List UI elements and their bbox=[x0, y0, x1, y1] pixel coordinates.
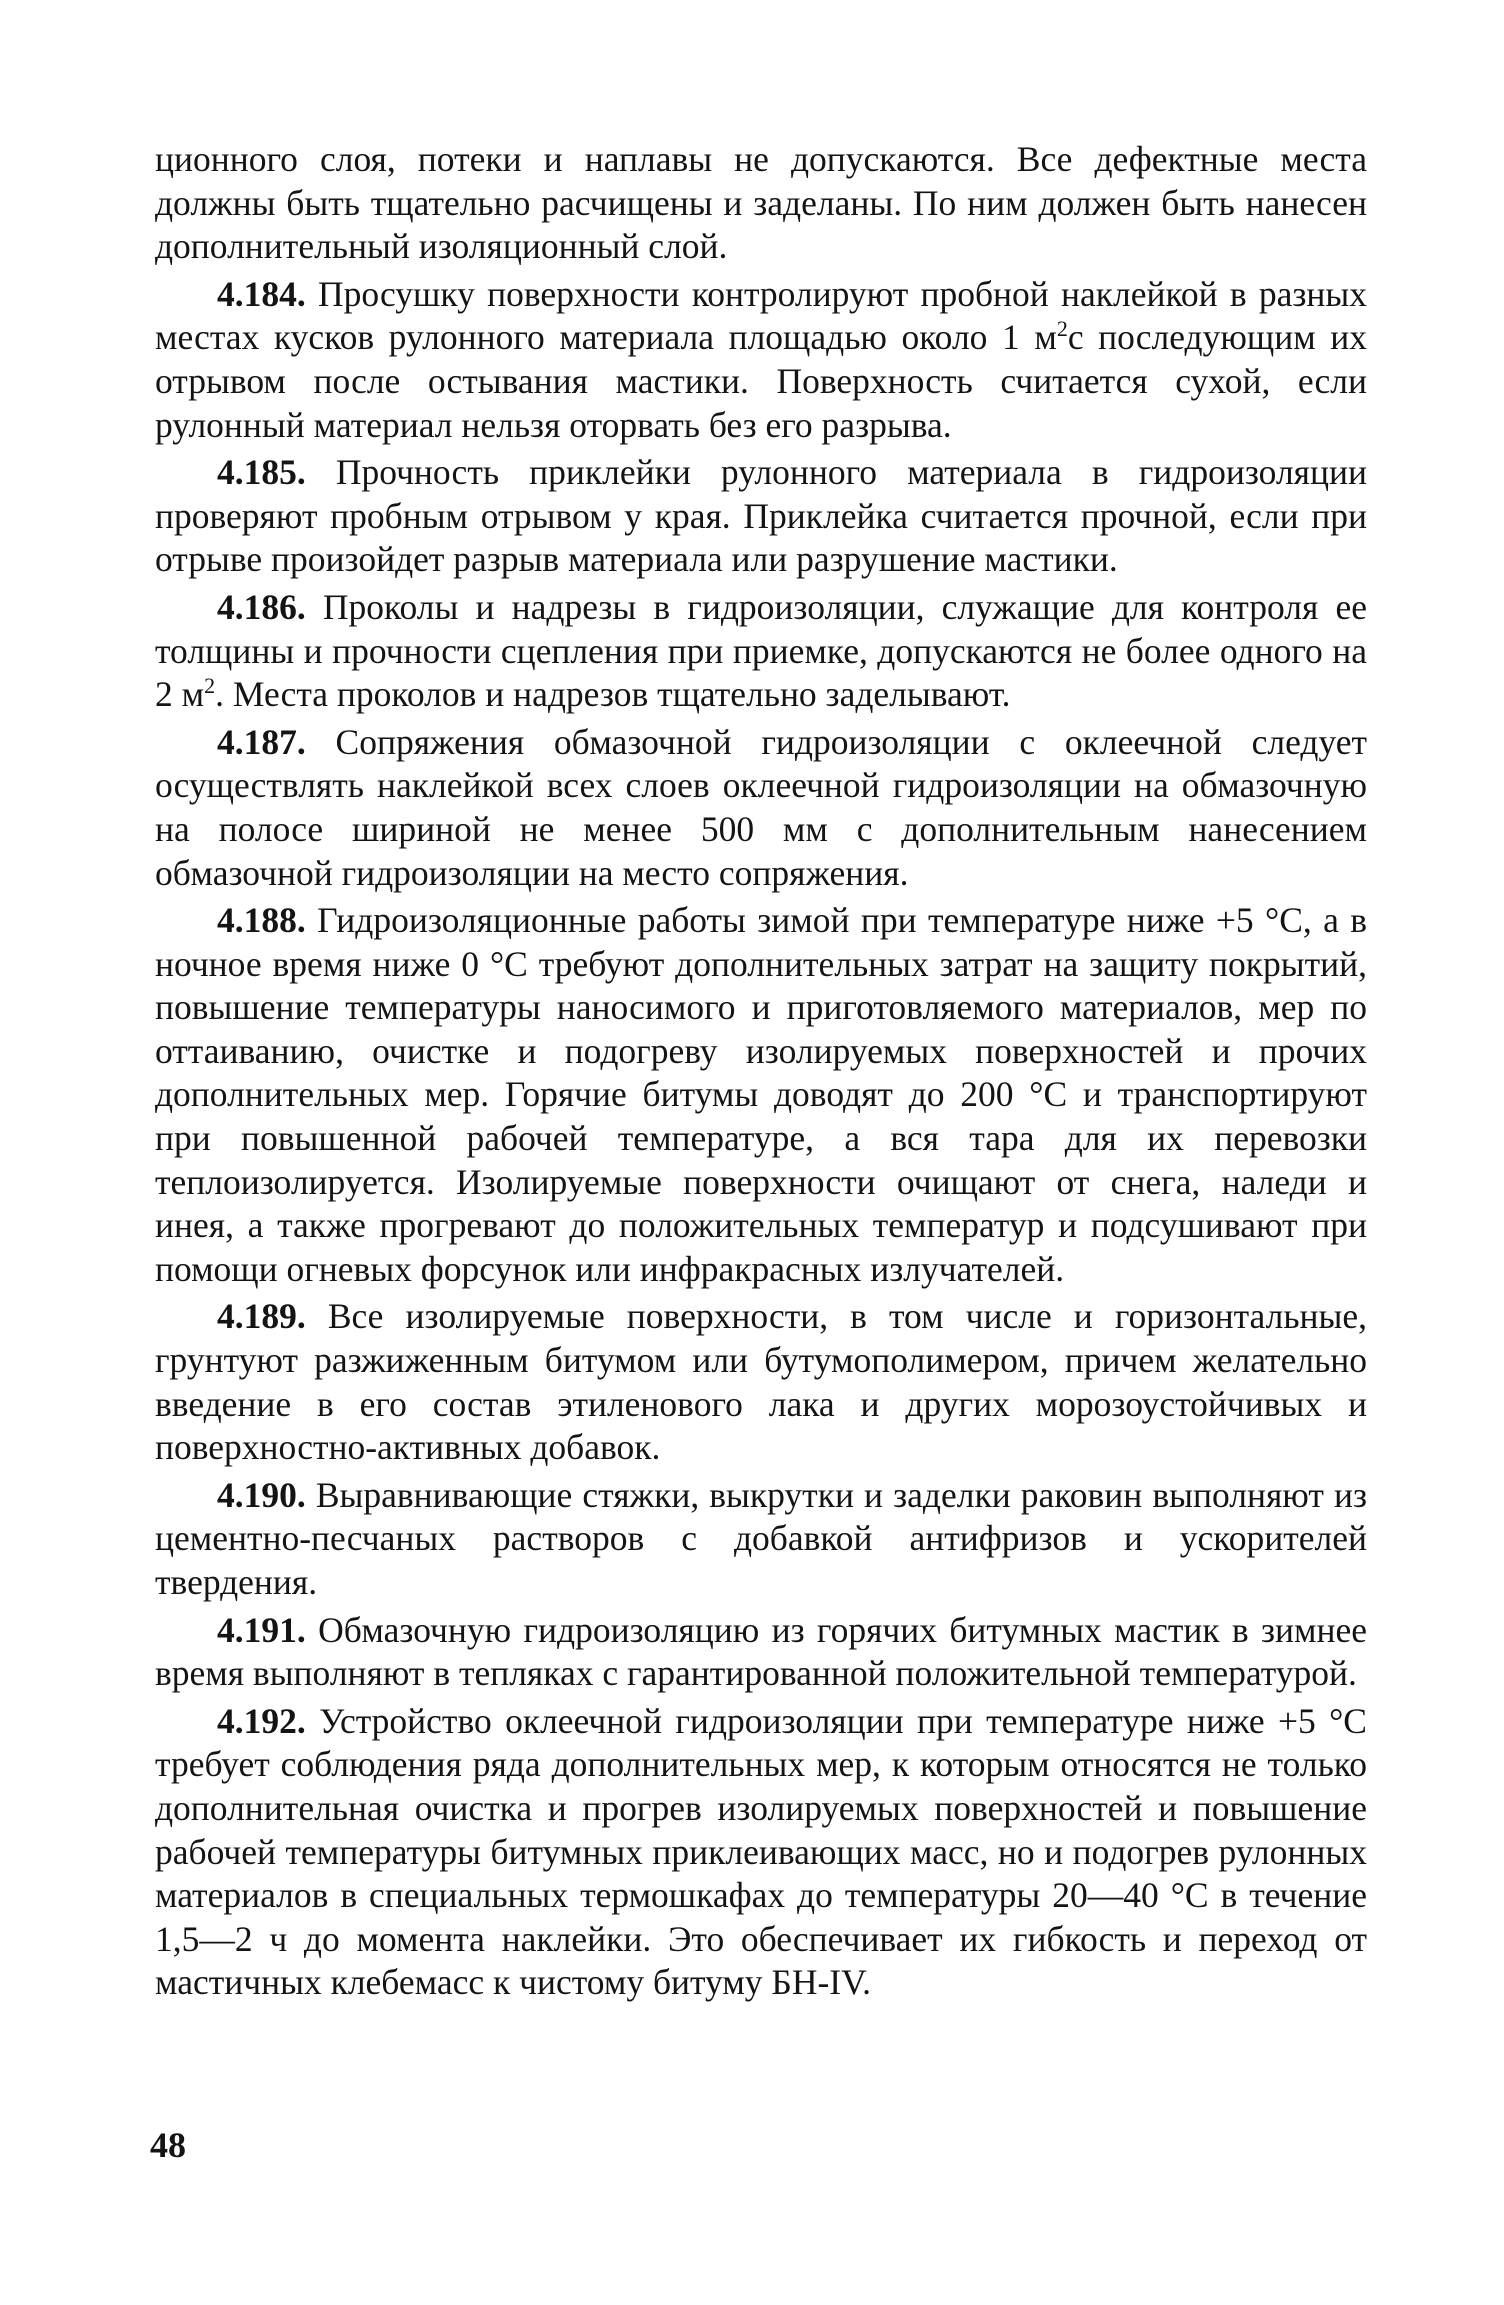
section-number: 4.192. bbox=[217, 1700, 306, 1741]
paragraph-4-185: 4.185. Прочность приклейки рулонного материала в гидроизоляции проверяют пробным отрывом у края. Приклейка считается прочной, если при отрыве произойдет разрыв материала или разрушение мастики. bbox=[155, 452, 1367, 580]
paragraph-4-188: 4.188. Гидроизоляционные работы зимой при температуре ниже +5 °С, а в ночное время ниже 0 °С требуют дополнительных затрат на защиту покрытий, повышение температуры наносимого и приготовляемого материалов, мер по оттаиванию, очистке и подогреву изолируемых поверхностей и прочих дополнительных мер. Горячие битумы доводят до 200 °С и транспортируют при повышенной рабочей температуре, а вся тара для их перевозки теплоизолируется. Изолируемые поверхности очищают от снега, наледи и инея, а также прогревают до положительных температур и подсушивают при помощи огневых форсунок или инфракрасных излучателей. bbox=[155, 900, 1367, 1289]
section-number: 4.186. bbox=[217, 586, 306, 627]
paragraph-4-192: 4.192. Устройство оклеечной гидроизоляции при температуре ниже +5 °С требует соблюдения ряда дополнительных мер, к которым относятся не только дополнительная очистка и прогрев изолируемых поверхностей и повышение рабочей температуры битумных приклеивающих масс, но и подогрев рулонных материалов в специальных термошкафах до температуры 20—40 °С в течение 1,5—2 ч до момента наклейки. Это обеспечивает их гибкость и переход от мастичных клебемасс к чистому битуму БН-IV. bbox=[155, 1700, 1367, 2003]
section-number: 4.189. bbox=[217, 1296, 306, 1337]
paragraph-4-187: 4.187. Сопряжения обмазочной гидроизоляции с оклеечной следует осуществлять наклейкой всех слоев оклеечной гидроизоляции на обмазочную на полосе шириной не менее 500 мм с дополнительным нанесением обмазочной гидроизоляции на место сопряжения. bbox=[155, 721, 1367, 893]
page-number: 48 bbox=[150, 2125, 186, 2165]
section-number: 4.184. bbox=[217, 273, 306, 314]
section-number: 4.188. bbox=[217, 900, 306, 941]
paragraph-4-186: 4.186. Проколы и надрезы в гидроизоляции, служащие для контроля ее толщины и прочности сцепления при приемке, допускаются не более одного на 2 $м^2$. Места проколов и надрезов тщательно заделывают. bbox=[155, 586, 1367, 715]
paragraph-4-184: 4.184. Просушку поверхности контролируют пробной наклейкой в разных местах кусков рулонного материала площадью около 1 $м^2с$ последующим их отрывом после остывания мастики. Поверхность считается сухой, если рулонный материал нельзя оторвать без его разрыва. bbox=[155, 273, 1368, 445]
paragraph-4-190: 4.190. Выравнивающие стяжки, выкрутки и заделки раковин выполняют из цементно-песчаных растворов с добавкой антифризов и ускорителей твердения. bbox=[155, 1474, 1367, 1602]
page-body bbox=[155, 138, 1367, 2009]
paragraph-continuation: ционного слоя, потеки и наплавы не допускаются. Все дефектные места должны быть тщательно расчищены и заделаны. По ним должен быть нанесен дополнительный изоляционный слой. bbox=[155, 139, 1367, 267]
section-number: 4.185. bbox=[217, 452, 306, 493]
section-number: 4.187. bbox=[217, 721, 306, 762]
section-number: 4.191. bbox=[217, 1609, 306, 1650]
paragraph-4-189: 4.189. Все изолируемые поверхности, в том числе и горизонтальные, грунтуют разжиженным битумом или бутумополимером, причем желательно введение в его состав этиленового лака и других морозоустойчивых и поверхностно-активных добавок. bbox=[155, 1296, 1367, 1468]
section-number: 4.190. bbox=[217, 1474, 306, 1515]
paragraph-4-191: 4.191. Обмазочную гидроизоляцию из горячих битумных мастик в зимнее время выполняют в тепляках с гарантированной положительной температурой. bbox=[155, 1609, 1367, 1694]
